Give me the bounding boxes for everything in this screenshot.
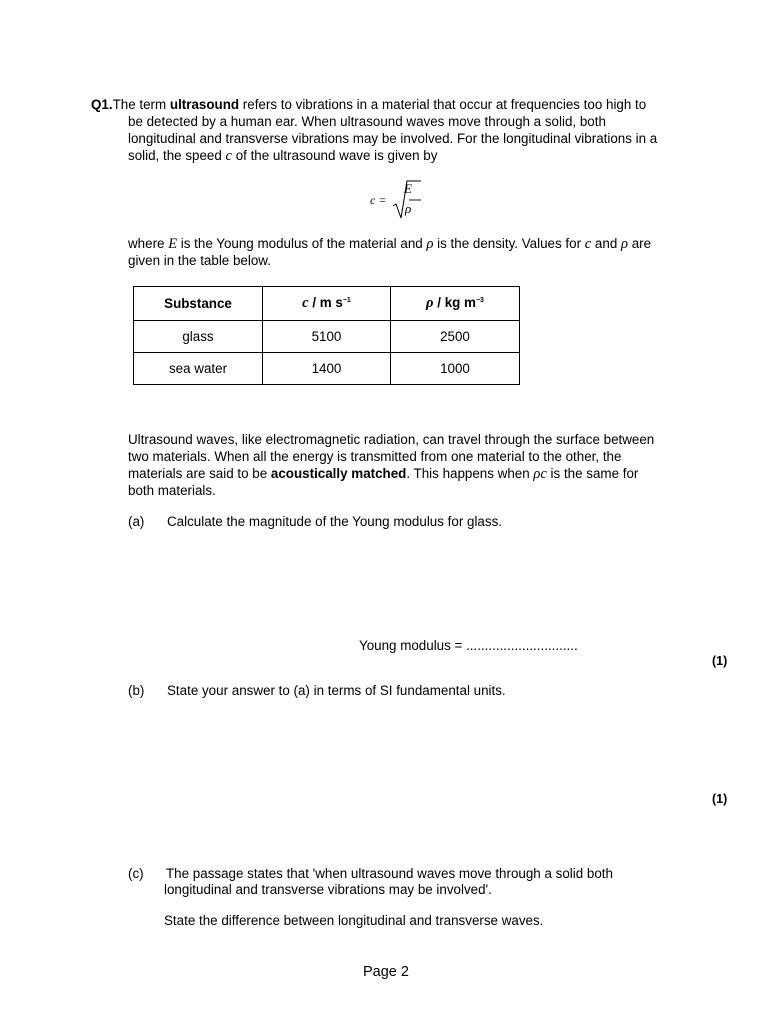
passage-text: materials are said to be xyxy=(128,466,271,481)
formula-lhs: c = xyxy=(370,193,387,207)
intro-text: solid, the speed xyxy=(128,148,226,163)
part-b-label: (b) xyxy=(128,683,145,698)
cell-speed: 1400 xyxy=(263,353,391,385)
where-line-2: given in the table below. xyxy=(128,253,271,268)
part-b-text: State your answer to (a) in terms of SI fundamental units. xyxy=(167,683,506,698)
term-ultrasound: ultrasound xyxy=(169,97,240,112)
header-substance: Substance xyxy=(134,287,263,321)
var-E: E xyxy=(168,236,178,252)
where-text: and xyxy=(591,236,621,251)
var-rho: ρ xyxy=(426,236,434,252)
where-text: is the density. Values for xyxy=(433,236,585,251)
cell-speed: 5100 xyxy=(263,321,391,353)
passage-line-3 xyxy=(128,466,638,483)
var-rho-c: ρc xyxy=(533,466,547,482)
table-row xyxy=(134,353,520,385)
header-density-var: ρ xyxy=(426,295,434,311)
term-acoustically-matched: acoustically matched xyxy=(270,466,407,481)
part-c-line-1: The passage states that 'when ultrasound waves move through a solid both xyxy=(166,866,613,881)
formula-denominator: ρ xyxy=(405,201,412,216)
where-line-1 xyxy=(128,236,651,253)
part-c-label: (c) xyxy=(128,866,144,881)
passage-text: . This happens when xyxy=(406,466,534,481)
cell-substance: sea water xyxy=(134,353,263,385)
passage-text: is the same for xyxy=(546,466,639,481)
part-c-line-2: longitudinal and transverse vibrations may be involved'. xyxy=(164,882,492,897)
intro-text: The term xyxy=(112,97,170,112)
speed-formula xyxy=(370,179,450,221)
var-c: c xyxy=(584,236,592,252)
header-density-exp: −3 xyxy=(475,297,484,304)
page-number: Page 2 xyxy=(363,964,409,980)
header-speed xyxy=(263,287,391,321)
header-speed-var: c xyxy=(302,295,309,311)
header-speed-exp: −1 xyxy=(342,297,351,304)
header-density-unit: / kg m xyxy=(433,295,476,310)
formula-numerator: E xyxy=(404,181,412,196)
question-intro-line-1 xyxy=(91,97,646,112)
part-b-marks: (1) xyxy=(712,792,728,806)
question-intro-line-4 xyxy=(128,148,437,165)
passage-line-1: Ultrasound waves, like electromagnetic radiation, can travel through the surface between xyxy=(128,432,655,447)
passage-line-2: two materials. When all the energy is transmitted from one material to the other, the xyxy=(128,449,622,464)
part-c-line-3: State the difference between longitudinal and transverse waves. xyxy=(164,913,544,928)
cell-density: 1000 xyxy=(391,353,520,385)
table-row xyxy=(134,321,520,353)
header-density xyxy=(391,287,520,321)
cell-substance: glass xyxy=(134,321,263,353)
question-intro-line-3: longitudinal and transverse vibrations may be involved. For the longitudinal vibrations in a xyxy=(128,131,658,146)
question-number: Q1. xyxy=(91,97,113,112)
passage-line-4: both materials. xyxy=(128,483,216,498)
cell-density: 2500 xyxy=(391,321,520,353)
header-speed-unit: / m s xyxy=(308,295,343,310)
young-modulus-answer-line[interactable]: Young modulus = .............................. xyxy=(359,638,578,653)
table-header-row xyxy=(134,287,520,321)
intro-text: refers to vibrations in a material that occur at frequencies too high to xyxy=(239,97,647,112)
intro-text: of the ultrasound wave is given by xyxy=(231,148,438,163)
var-c: c xyxy=(225,148,232,164)
where-text: is the Young modulus of the material and xyxy=(177,236,427,251)
where-text: are xyxy=(627,236,652,251)
material-data-table xyxy=(133,286,520,385)
var-rho: ρ xyxy=(621,236,628,252)
part-a-text: Calculate the magnitude of the Young modulus for glass. xyxy=(167,514,502,529)
part-a-label: (a) xyxy=(128,514,145,529)
where-text: where xyxy=(128,236,169,251)
part-a-marks: (1) xyxy=(712,654,728,668)
question-intro-line-2: be detected by a human ear. When ultrasound waves move through a solid, both xyxy=(128,114,606,129)
